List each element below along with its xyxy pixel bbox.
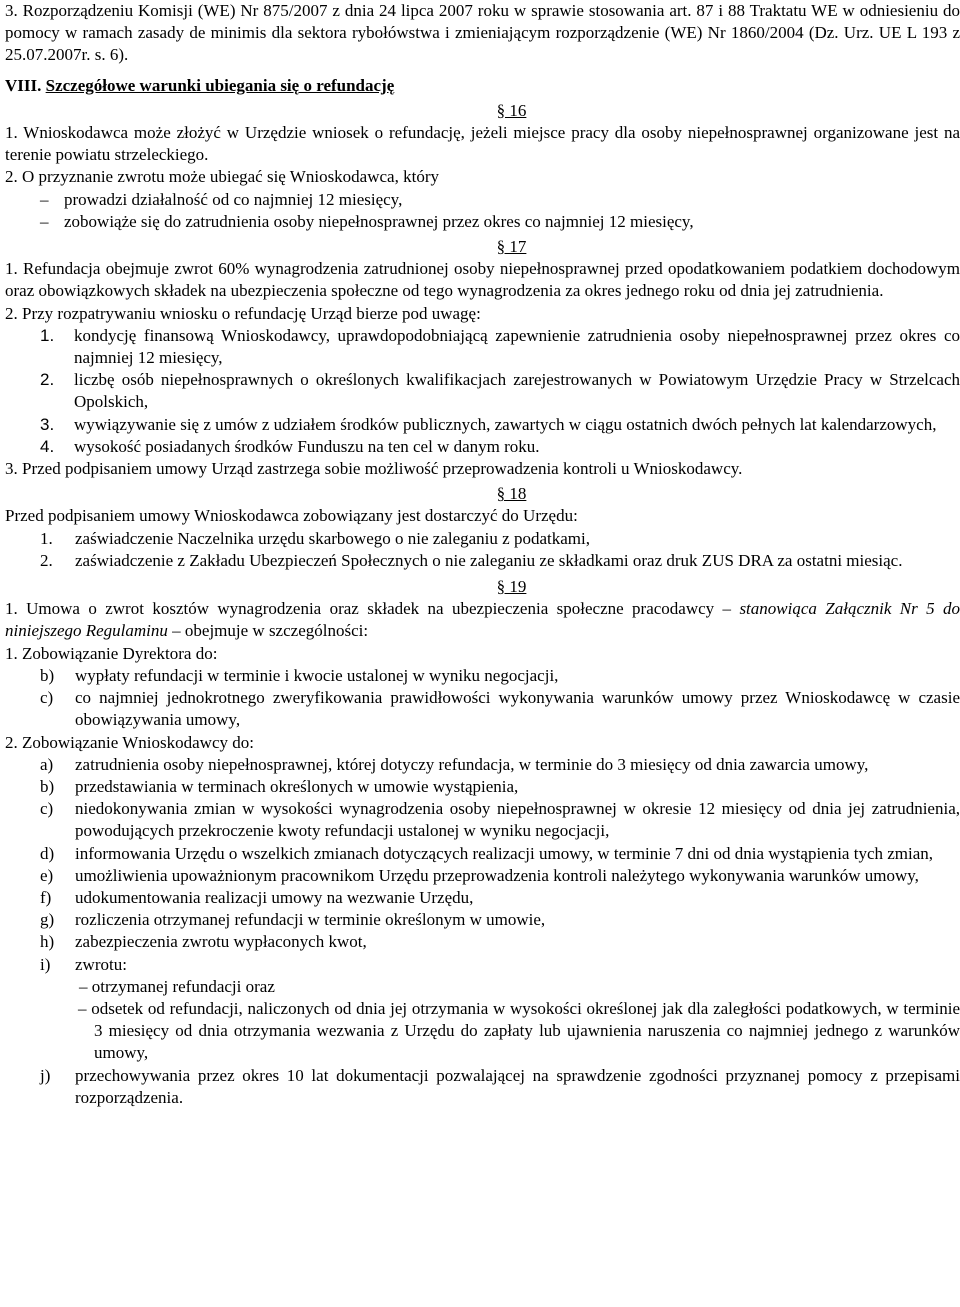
list-item [5, 369, 960, 413]
paragraph-mark-17 [5, 236, 960, 258]
list-letter: f) [40, 887, 52, 907]
list-text: wysokość posiadanych środków Funduszu na ten cel w danym roku. [74, 436, 540, 456]
list-item [5, 436, 960, 458]
s19-text-a: 1. Umowa o zwrot kosztów wynagrodzenia oraz składek na ubezpieczenia społeczne pracodawcy – [5, 599, 740, 619]
list-item [5, 550, 960, 572]
sub-dash-item: – odsetek od refundacji, naliczonych od dnia jej otrzymania w wysokości określonej jak dla zaległości podatkowych, w terminie 3 miesięcy od dnia otrzymania wezwania z Urzędu do zapłaty lub ujawnienia naruszenia co najmniej jednego z warunków umowy, [78, 998, 960, 1063]
s19-point-1 [5, 598, 960, 642]
list-number: 1. [40, 325, 55, 345]
list-text: informowania Urzędu o wszelkich zmianach dotyczących realizacji umowy, w terminie 7 dni od dnia wystąpienia tych zmian, [75, 843, 934, 863]
list-text: umożliwienia upoważnionym pracownikom Urzędu przeprowadzenia kontroli należytego wykonywania warunków umowy, [75, 865, 919, 885]
list-text: rozliczenia otrzymanej refundacji w terminie określonym w umowie, [75, 910, 546, 930]
list-item [5, 776, 960, 798]
section-mark-17: § 17 [496, 237, 527, 257]
s17-point-1: 1. Refundacja obejmuje zwrot 60% wynagrodzenia zatrudnionej osoby niepełnosprawnej przed opodatkowaniem podatkiem dochodowym oraz obowiązkowych składek na ubezpieczenia społeczne od tego wynagrodzenia za okres jednego roku od dnia jej zatrudnienia. [5, 259, 960, 301]
s16-dash-item [5, 211, 960, 233]
section-heading [5, 75, 960, 97]
list-number: 1. [40, 528, 53, 548]
list-text: liczbę osób niepełnosprawnych o określonych kwalifikacjach zarejestrowanych w Powiatowym Urzędzie Pracy w Strzelcach Opolskich, [74, 370, 960, 412]
list-item [5, 865, 960, 887]
list-item [5, 954, 960, 976]
list-item [5, 887, 960, 909]
list-letter: i) [40, 954, 51, 974]
s18-intro: Przed podpisaniem umowy Wnioskodawca zobowiązany jest dostarczyć do Urzędu: [5, 506, 578, 526]
list-item [5, 754, 960, 776]
s17-point-2: 2. Przy rozpatrywaniu wniosku o refundację Urząd bierze pod uwagę: [5, 303, 481, 323]
sub-dash-item: – otrzymanej refundacji oraz [79, 976, 275, 996]
list-text: niedokonywania zmian w wysokości wynagrodzenia osoby niepełnosprawnej w okresie 12 miesięcy od dnia jej zatrudnienia, powodujących przekroczenie kwoty refundacji ustalonej w wyniku negocjacji, [75, 799, 960, 841]
list-letter: c) [40, 799, 54, 819]
list-number: 3. [40, 414, 55, 434]
s16-dash-item [5, 189, 960, 211]
list-item [5, 931, 960, 953]
section-mark-16: § 16 [496, 100, 527, 120]
list-item [5, 687, 960, 731]
list-item [5, 665, 960, 687]
list-letter: a) [40, 754, 54, 774]
paragraph-mark-16 [5, 100, 960, 122]
list-text: przechowywania przez okres 10 lat dokumentacji pozwalającej na sprawdzenie zgodności przyznanej pomocy z przepisami rozporządzenia. [75, 1065, 960, 1107]
list-number: 4. [40, 436, 55, 456]
dash-text: prowadzi działalność od co najmniej 12 miesięcy, [64, 189, 403, 209]
list-letter: e) [40, 865, 54, 885]
list-letter: j) [40, 1065, 51, 1085]
list-text: wypłaty refundacji w terminie i kwocie ustalonej w wyniku negocjacji, [75, 665, 559, 685]
list-text: wywiązywanie się z umów z udziałem środków publicznych, zawartych w ciągu ostatnich dwóch pełnych lat kalendarzowych, [74, 414, 937, 434]
list-text: kondycję finansową Wnioskodawcy, uprawdopodobniającą zapewnienie zatrudnienia osoby niepełnosprawnej przez okres co najmniej 12 miesięcy, [74, 325, 960, 368]
list-text: zwrotu: [75, 954, 127, 974]
s19-applicant-heading: 2. Zobowiązanie Wnioskodawcy do: [5, 732, 254, 752]
paragraph-mark-18 [5, 483, 960, 505]
s19-director-heading: 1. Zobowiązanie Dyrektora do: [5, 643, 218, 663]
heading-title: Szczegółowe warunki ubiegania się o refundację [45, 75, 395, 95]
list-item [5, 1065, 960, 1109]
list-letter: h) [40, 932, 55, 952]
heading-number: VIII. [5, 75, 42, 95]
section-mark-19: § 19 [496, 577, 527, 597]
list-text: zabezpieczenia zwrotu wypłaconych kwot, [75, 932, 367, 952]
list-item [5, 528, 960, 550]
s16-point-2: 2. O przyznanie zwrotu może ubiegać się Wnioskodawca, który [5, 167, 439, 187]
dash-text: zobowiąże się do zatrudnienia osoby niepełnosprawnej przez okres co najmniej 12 miesięcy, [64, 211, 694, 231]
list-text: zatrudnienia osoby niepełnosprawnej, której dotyczy refundacja, w terminie do 3 miesięcy od dnia zawarcia umowy, [75, 754, 869, 774]
list-item [5, 325, 960, 369]
list-item [5, 909, 960, 931]
section-mark-18: § 18 [496, 484, 527, 504]
dash-marker: – [40, 189, 49, 209]
list-text: zaświadczenie z Zakładu Ubezpieczeń Społecznych o nie zaleganiu ze składkami oraz druk ZUS DRA za ostatni miesiąc. [75, 550, 903, 570]
list-text: przedstawiania w terminach określonych w umowie wystąpienia, [75, 776, 519, 796]
list-letter: b) [40, 776, 55, 796]
s19-attachment-reference: stanowiąca Załącznik Nr 5 do niniejszego Regulaminu [5, 599, 960, 641]
list-item [5, 843, 960, 865]
list-item [5, 798, 960, 842]
list-text: zaświadczenie Naczelnika urzędu skarbowego o nie zaleganiu z podatkami, [75, 528, 590, 548]
dash-marker: – [40, 211, 49, 231]
intro-paragraph: 3. Rozporządzeniu Komisji (WE) Nr 875/2007 z dnia 24 lipca 2007 roku w sprawie stosowania art. 87 i 88 Traktatu WE w odniesieniu do pomocy w ramach zasady de minimis dla sektora rybołówstwa i zmieniającym rozporządzenie (WE) Nr 1860/2004 (Dz. Urz. UE L 193 z 25.07.2007r. s. 6). [5, 1, 960, 65]
list-item [5, 414, 960, 436]
list-letter: g) [40, 910, 55, 930]
list-number: 2. [40, 550, 53, 570]
list-letter: b) [40, 665, 55, 685]
list-letter: c) [40, 688, 54, 708]
list-letter: d) [40, 843, 55, 863]
s17-point-3: 3. Przed podpisaniem umowy Urząd zastrzega sobie możliwość przeprowadzenia kontroli u Wnioskodawcy. [5, 459, 743, 479]
list-text: co najmniej jednokrotnego zweryfikowania prawidłowości wykonywania warunków umowy przez Wnioskodawcę w czasie obowiązywania umowy, [75, 688, 960, 730]
s16-point-1: 1. Wnioskodawca może złożyć w Urzędzie wniosek o refundację, jeżeli miejsce pracy dla osoby niepełnosprawnej organizowane jest na terenie powiatu strzeleckiego. [5, 123, 960, 165]
list-text: udokumentowania realizacji umowy na wezwanie Urzędu, [75, 887, 474, 907]
s19-text-b: – obejmuje w szczególności: [167, 621, 369, 641]
list-number: 2. [40, 370, 55, 390]
paragraph-mark-19 [5, 576, 960, 598]
